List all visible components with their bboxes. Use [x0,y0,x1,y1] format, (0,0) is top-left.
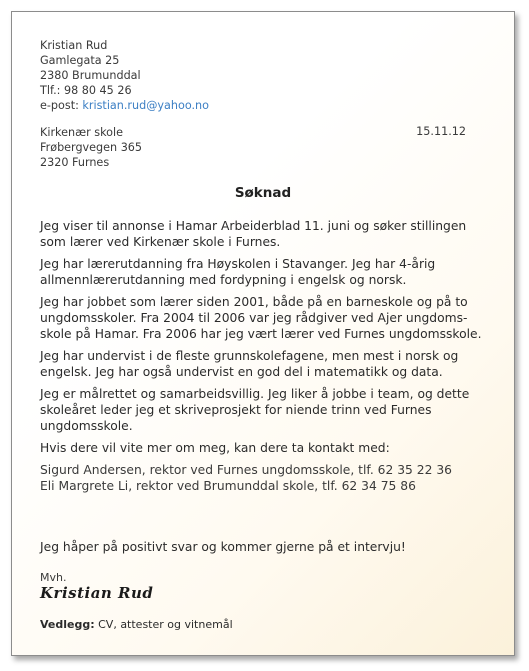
letter-body [40,218,490,500]
body-paragraph: Jeg er målrettet og samarbeidsvillig. Jeg liker å jobbe i team, og dette skoleåret leder jeg et skriveprosjekt for niende trinn ved Furnes ungdomsskole. [40,387,470,433]
body-paragraph: Hvis dere vil vite mer om meg, kan dere ta kontakt med: [40,441,390,455]
reference-item: Eli Margrete Li, rektor ved Brumunddal skole, tlf. 62 34 75 86 [40,479,416,493]
body-paragraph: Jeg har jobbet som lærer siden 2001, både på en barneskole og på to ungdomsskoler. Fra 2004 til 2006 var jeg rådgiver ved Ajer ungdoms- skole på Hamar. Fra 2006 har jeg vært lærer ved Furnes ungdomsskole. [40,295,482,341]
recipient-address [40,125,142,170]
sender-email-line [40,98,209,113]
recipient-name: Kirkenær skole [40,126,123,139]
letter-page [11,11,515,656]
body-paragraph: Jeg har undervist i de fleste grunnskolefagene, men mest i norsk og engelsk. Jeg har også undervist en god del i matematikk og data. [40,349,459,379]
reference-list [40,462,490,494]
sender-email-label: e-post: [40,99,83,112]
closing-line: Jeg håper på positivt svar og kommer gjerne på et intervju! [40,540,406,554]
body-paragraph: Jeg viser til annonse i Hamar Arbeiderblad 11. juni og søker stillingen som lærer ved Kirkenær skole i Furnes. [40,219,467,249]
body-paragraph: Jeg har lærerutdanning fra Høyskolen i Stavanger. Jeg har 4-årig allmennlærerutdanning med fordypning i engelsk og norsk. [40,257,436,287]
sender-postal: 2380 Brumunddal [40,69,141,82]
recipient-postal: 2320 Furnes [40,156,110,169]
attachments-line [40,618,233,631]
letter-date: 15.11.12 [416,125,466,138]
sender-phone: Tlf.: 98 80 45 26 [40,84,132,97]
sender-email-link[interactable]: kristian.rud@yahoo.no [82,99,209,112]
recipient-street: Frøbergvegen 365 [40,141,143,154]
sender-name: Kristian Rud [40,39,108,52]
sender-street: Gamlegata 25 [40,54,120,67]
reference-item: Sigurd Andersen, rektor ved Furnes ungdomsskole, tlf. 62 35 22 36 [40,463,452,477]
attachments-label: Vedlegg: [40,618,95,631]
signature: Kristian Rud [40,584,154,602]
sender-address [40,38,209,113]
regards: Mvh. [40,571,67,584]
attachments-text: CV, attester og vitnemål [94,618,233,631]
letter-title: Søknad [234,185,292,201]
